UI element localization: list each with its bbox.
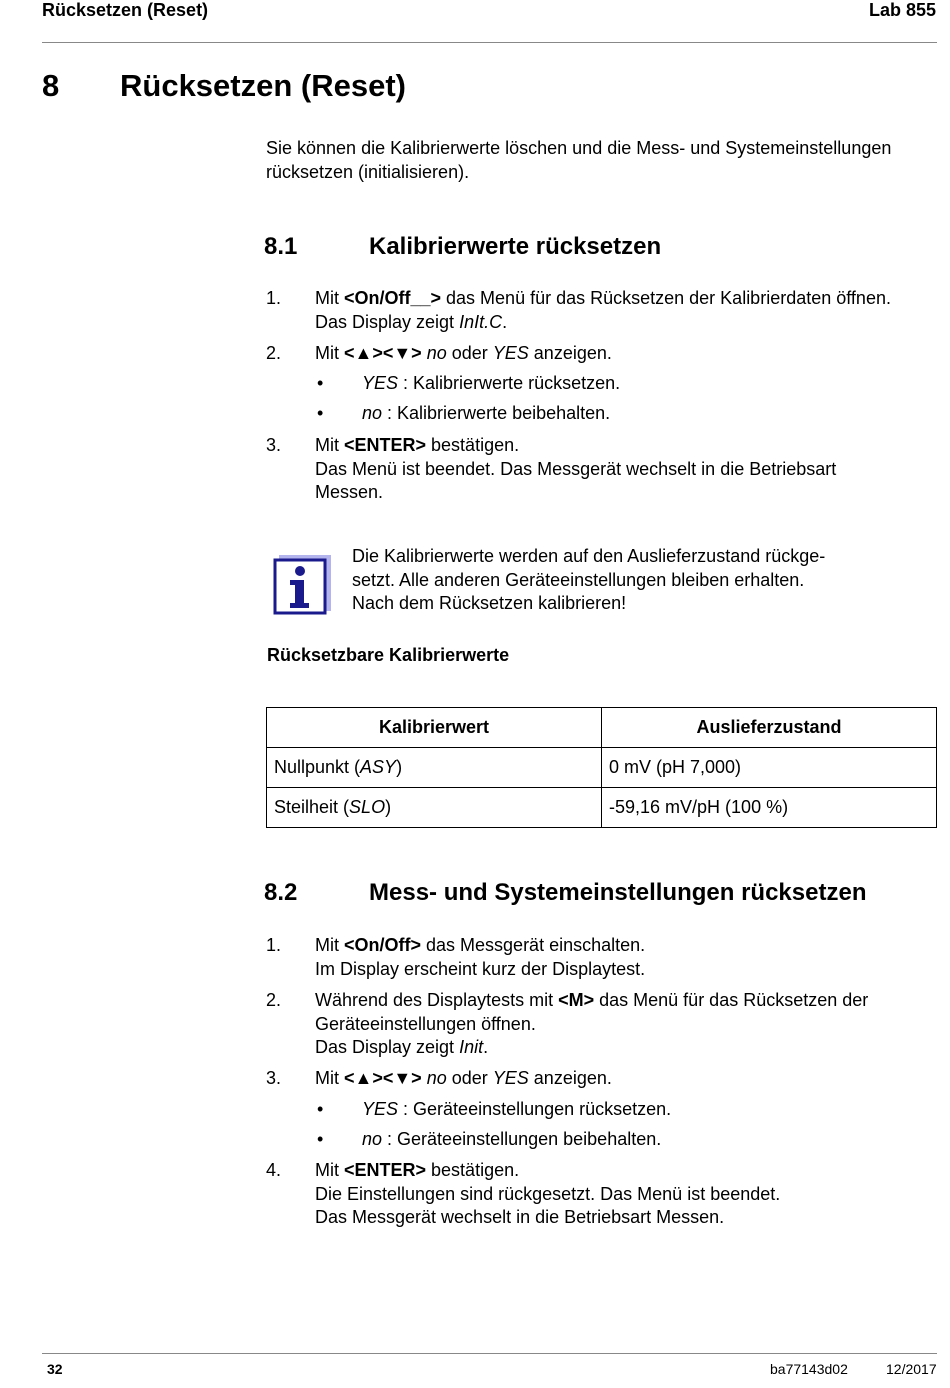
s2-step-3-number: 3.	[266, 1068, 282, 1088]
running-header-right: Lab 855	[868, 0, 936, 20]
table-cell: -59,16 mV/pH (100 %)	[602, 788, 937, 828]
s2-step-4-text: Mit <ENTER> bestätigen. Die Einstellungen sind rückgesetzt. Das Menü ist beendet. Das Messgerät wechselt in die Betriebsart Messen.	[315, 1160, 781, 1227]
table-cell: Steilheit (SLO)	[267, 788, 602, 828]
chapter-title: Rücksetzen (Reset)	[120, 68, 406, 103]
s2-step-2-text: Während des Displaytests mit <M> das Menü für das Rücksetzen der Geräteeinstellungen öffnen. Das Display zeigt Init.	[315, 990, 869, 1057]
bullet-symbol: •	[317, 1099, 324, 1119]
s2-step-1-number: 1.	[266, 935, 282, 955]
s1-step-2-number: 2.	[266, 343, 282, 363]
table-row	[267, 748, 937, 788]
key-label: <▲><▼>	[344, 343, 422, 363]
chapter-number: 8	[42, 68, 60, 103]
s2-step-4-number: 4.	[266, 1160, 282, 1180]
s1-bullet-yes: YES : Kalibrierwerte rücksetzen.	[362, 373, 621, 393]
key-label: <ENTER>	[344, 435, 427, 455]
document-date: 12/2017	[886, 1361, 937, 1377]
s1-step-2-text: Mit <▲><▼> no oder YES anzeigen.	[315, 343, 612, 363]
key-label: <M>	[558, 990, 595, 1010]
section-1-number: 8.1	[264, 233, 298, 260]
key-label: <ENTER>	[344, 1160, 427, 1180]
section-2-title: Mess- und Systemeinstellungen rücksetzen	[369, 879, 867, 906]
bullet-symbol: •	[317, 1129, 324, 1149]
s2-step-1-text: Mit <On/Off> das Messgerät einschalten. Im Display erscheint kurz der Displaytest.	[315, 935, 646, 979]
s2-bullet-yes: YES : Geräteeinstellungen rücksetzen.	[362, 1099, 672, 1119]
info-note-text: Die Kalibrierwerte werden auf den Auslieferzustand rückge- setzt. Alle anderen Geräteeinstellungen bleiben erhalten. Nach dem Rücksetzen kalibrieren!	[352, 546, 826, 613]
s2-step-2-number: 2.	[266, 990, 282, 1010]
footer-rule	[42, 1353, 937, 1354]
info-icon	[273, 553, 333, 615]
s1-bullet-no: no : Kalibrierwerte beibehalten.	[362, 403, 611, 423]
bullet-symbol: •	[317, 373, 324, 393]
running-header-left: Rücksetzen (Reset)	[42, 0, 209, 20]
table-row	[267, 788, 937, 828]
s1-step-1-text: Mit <On/Off__> das Menü für das Rücksetzen der Kalibrierdaten öffnen. Das Display zeigt InIt.C.	[315, 288, 891, 332]
s1-step-1-number: 1.	[266, 288, 282, 308]
s1-step-3-number: 3.	[266, 435, 282, 455]
section-2-number: 8.2	[264, 879, 298, 906]
s2-step-3-text: Mit <▲><▼> no oder YES anzeigen.	[315, 1068, 612, 1088]
header-rule	[42, 42, 937, 43]
key-label: <On/Off__>	[344, 288, 442, 308]
section-1-title: Kalibrierwerte rücksetzen	[369, 233, 662, 260]
calibration-table	[266, 707, 937, 828]
table-cell: 0 mV (pH 7,000)	[602, 748, 937, 788]
table-cell: Nullpunkt (ASY)	[267, 748, 602, 788]
s1-step-3-text: Mit <ENTER> bestätigen. Das Menü ist beendet. Das Messgerät wechselt in die Betriebsart Messen.	[315, 435, 837, 502]
s2-bullet-no: no : Geräteeinstellungen beibehalten.	[362, 1129, 662, 1149]
document-id: ba77143d02	[770, 1361, 848, 1377]
key-label: <On/Off>	[344, 935, 422, 955]
page-number: 32	[47, 1361, 63, 1377]
column-header: Kalibrierwert	[267, 708, 602, 748]
table-heading: Rücksetzbare Kalibrierwerte	[267, 645, 510, 665]
table-header-row	[267, 708, 937, 748]
key-label: <▲><▼>	[344, 1068, 422, 1088]
bullet-symbol: •	[317, 403, 324, 423]
intro-paragraph: Sie können die Kalibrierwerte löschen und die Mess- und Systemeinstellungen rücksetzen (initialisieren).	[266, 138, 892, 182]
column-header: Auslieferzustand	[602, 708, 937, 748]
